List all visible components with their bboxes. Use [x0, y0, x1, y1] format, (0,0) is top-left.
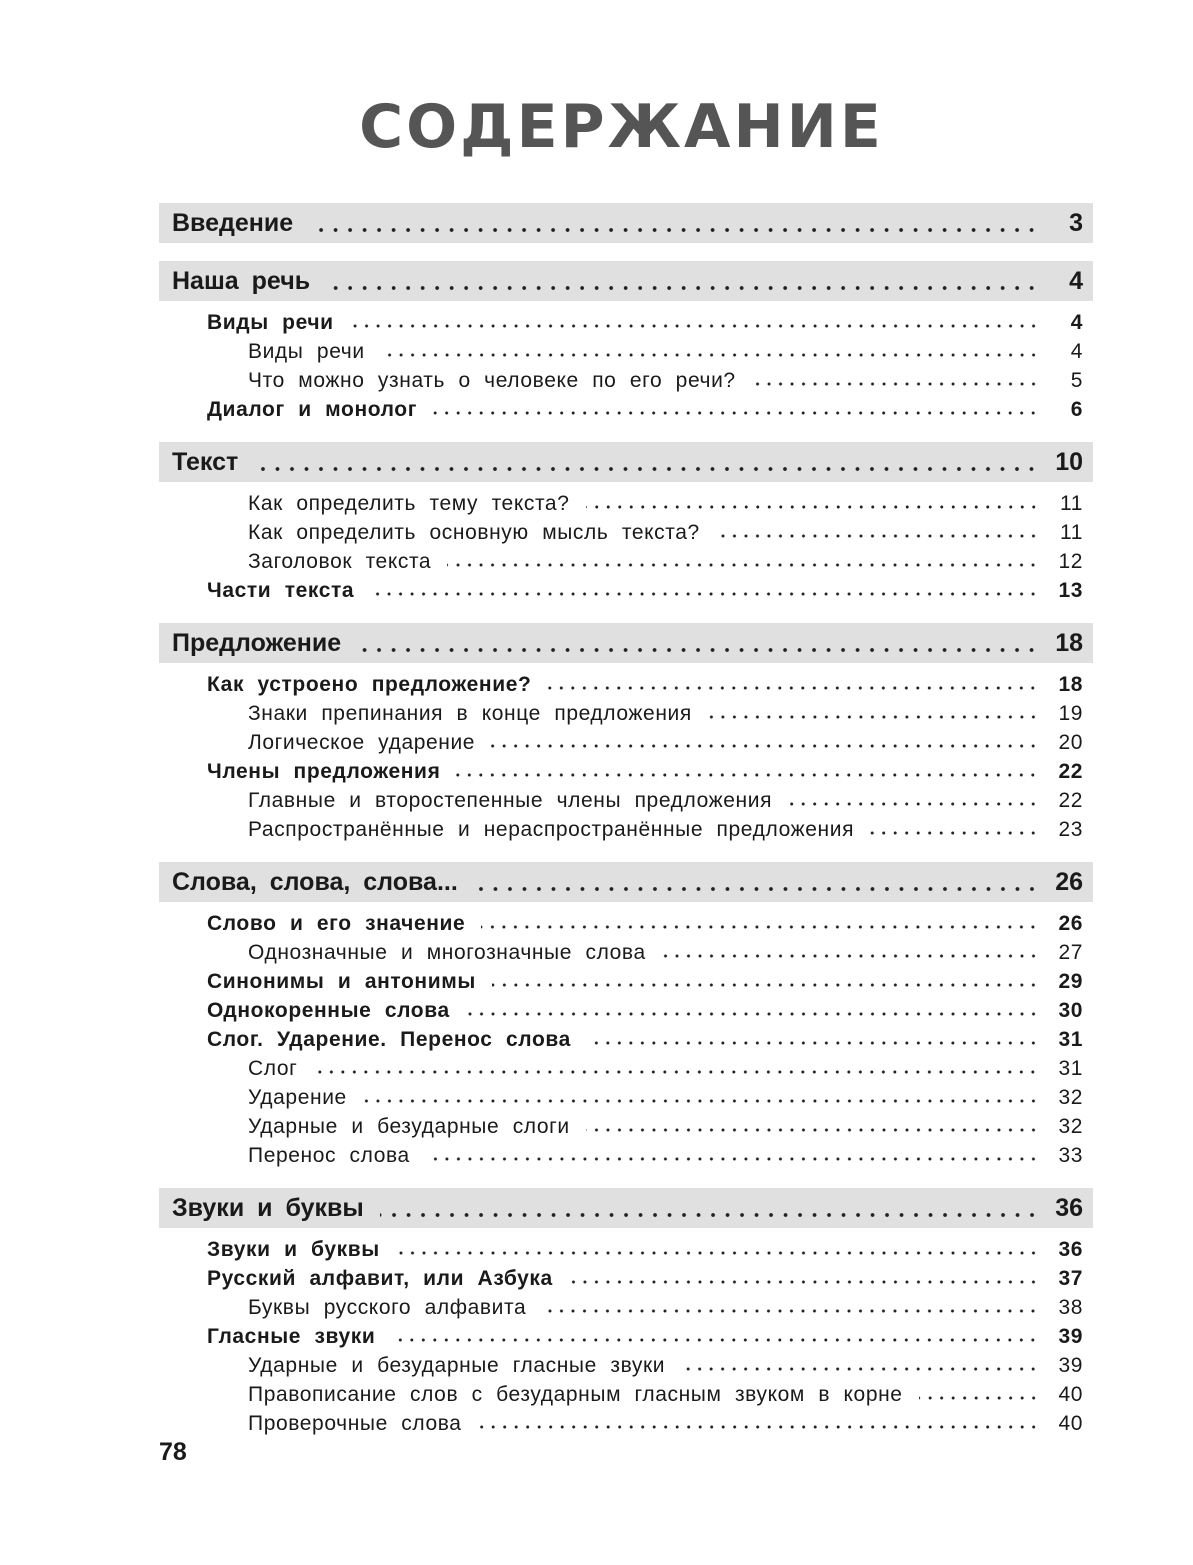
section-heading[interactable]	[159, 442, 1093, 482]
entry-page: 18	[1058, 672, 1083, 696]
dot-leader	[380, 1212, 1039, 1218]
dot-leader	[381, 352, 1039, 358]
dot-leader	[870, 830, 1039, 836]
entry-title: Распространённые и нераспространённые предложения	[248, 817, 855, 841]
toc-item[interactable]	[159, 815, 1093, 844]
entry-page: 13	[1058, 578, 1083, 602]
dot-leader	[542, 1308, 1039, 1314]
entry-page: 29	[1058, 969, 1083, 993]
toc-item[interactable]	[159, 1380, 1093, 1409]
dot-leader	[357, 647, 1039, 653]
dot-leader	[466, 1011, 1039, 1017]
toc-item[interactable]	[159, 518, 1093, 547]
dot-leader	[447, 562, 1039, 568]
entry-title: Звуки и буквы	[207, 1237, 380, 1261]
entry-title: Как устроено предложение?	[207, 672, 532, 696]
section-heading[interactable]	[159, 862, 1093, 902]
dot-leader	[919, 1395, 1039, 1401]
toc-item[interactable]	[159, 1112, 1093, 1141]
toc-subsection[interactable]	[159, 996, 1093, 1025]
dot-leader	[326, 285, 1039, 291]
entry-page: 40	[1058, 1382, 1083, 1406]
section-page: 10	[1055, 447, 1083, 476]
toc-subsection[interactable]	[159, 670, 1093, 699]
entry-title: Гласные звуки	[207, 1324, 376, 1348]
dot-leader	[716, 533, 1039, 539]
toc-item[interactable]	[159, 699, 1093, 728]
entry-title: Ударные и безударные гласные звуки	[248, 1353, 666, 1377]
dot-leader	[492, 982, 1039, 988]
dot-leader	[433, 410, 1039, 416]
section-heading[interactable]	[159, 623, 1093, 663]
toc-item[interactable]	[159, 728, 1093, 757]
entry-title: Логическое ударение	[248, 730, 476, 754]
entry-page: 20	[1058, 730, 1083, 754]
section-page: 4	[1069, 266, 1083, 295]
toc-subsection[interactable]	[159, 395, 1093, 424]
entry-title: Буквы русского алфавита	[248, 1295, 527, 1319]
dot-leader	[586, 1127, 1039, 1133]
toc-item[interactable]	[159, 1293, 1093, 1322]
dot-leader	[481, 924, 1039, 930]
entry-title: Виды речи	[207, 310, 334, 334]
section-heading[interactable]	[159, 203, 1093, 243]
entry-page: 32	[1058, 1085, 1083, 1109]
dot-leader	[491, 743, 1039, 749]
toc-subsection[interactable]	[159, 576, 1093, 605]
entry-page: 39	[1058, 1324, 1083, 1348]
entry-title: Что можно узнать о человеке по его речи?	[248, 368, 736, 392]
section-title: Звуки и буквы	[172, 1193, 364, 1222]
entry-title: Знаки препинания в конце предложения	[248, 701, 692, 725]
entry-page: 26	[1058, 911, 1083, 935]
entry-title: Как определить основную мысль текста?	[248, 520, 700, 544]
dot-leader	[370, 591, 1039, 597]
dot-leader	[788, 801, 1039, 807]
toc-section	[159, 203, 1093, 243]
entry-title: Однозначные и многозначные слова	[248, 940, 646, 964]
dot-leader	[478, 1424, 1039, 1430]
entry-page: 6	[1070, 397, 1083, 421]
toc-item[interactable]	[159, 786, 1093, 815]
page-number: 78	[159, 1438, 187, 1466]
toc-section	[159, 261, 1093, 424]
entry-title: Как определить тему текста?	[248, 491, 570, 515]
toc-subsection[interactable]	[159, 1264, 1093, 1293]
section-title: Введение	[172, 208, 294, 237]
dot-leader	[309, 227, 1039, 233]
toc-item[interactable]	[159, 337, 1093, 366]
dot-leader	[569, 1279, 1039, 1285]
section-page: 3	[1069, 208, 1083, 237]
entry-title: Слог	[248, 1056, 298, 1080]
section-heading[interactable]	[159, 1188, 1093, 1228]
entry-title: Ударение	[248, 1085, 347, 1109]
toc-item[interactable]	[159, 1409, 1093, 1438]
section-title: Текст	[172, 447, 239, 476]
dot-leader	[456, 772, 1039, 778]
entry-page: 11	[1060, 520, 1083, 544]
dot-leader	[586, 504, 1040, 510]
entry-page: 32	[1058, 1114, 1083, 1138]
entry-page: 23	[1058, 817, 1083, 841]
entry-page: 11	[1060, 491, 1083, 515]
toc-item[interactable]	[159, 489, 1093, 518]
dot-leader	[391, 1337, 1039, 1343]
dot-leader	[752, 381, 1039, 387]
entry-title: Синонимы и антонимы	[207, 969, 476, 993]
entry-page: 4	[1070, 339, 1083, 363]
section-page: 26	[1055, 867, 1083, 896]
dot-leader	[254, 466, 1039, 472]
entry-title: Правописание слов с безударным гласным звуком в корне	[248, 1382, 903, 1406]
entry-title: Ударные и безударные слоги	[248, 1114, 570, 1138]
dot-leader	[681, 1366, 1039, 1372]
section-heading[interactable]	[159, 261, 1093, 301]
section-title: Слова, слова, слова...	[172, 867, 458, 896]
dot-leader	[547, 685, 1039, 691]
dot-leader	[662, 953, 1039, 959]
entry-page: 31	[1058, 1056, 1083, 1080]
section-title: Предложение	[172, 628, 342, 657]
dot-leader	[474, 886, 1039, 892]
entry-page: 30	[1058, 998, 1083, 1022]
toc-subsection[interactable]	[159, 967, 1093, 996]
toc-item[interactable]	[159, 1141, 1093, 1170]
section-page: 18	[1055, 628, 1083, 657]
toc-section	[159, 862, 1093, 1170]
toc-item[interactable]	[159, 1351, 1093, 1380]
toc-section	[159, 442, 1093, 605]
entry-title: Слово и его значение	[207, 911, 466, 935]
dot-leader	[587, 1040, 1039, 1046]
entry-page: 12	[1058, 549, 1083, 573]
dot-leader	[350, 323, 1039, 329]
section-page: 36	[1055, 1193, 1083, 1222]
toc-item[interactable]	[159, 1054, 1093, 1083]
entry-page: 31	[1058, 1027, 1083, 1051]
entry-page: 4	[1070, 310, 1083, 334]
entry-title: Русский алфавит, или Азбука	[207, 1266, 553, 1290]
toc-subsection[interactable]	[159, 757, 1093, 786]
toc-item[interactable]	[159, 938, 1093, 967]
dot-leader	[363, 1098, 1039, 1104]
table-of-contents	[159, 203, 1093, 1450]
entry-page: 27	[1058, 940, 1083, 964]
entry-page: 5	[1070, 368, 1083, 392]
page-title: СОДЕРЖАНИЕ	[359, 92, 884, 162]
entry-page: 39	[1058, 1353, 1083, 1377]
toc-subsection[interactable]	[159, 1235, 1093, 1264]
entry-title: Перенос слова	[248, 1143, 410, 1167]
dot-leader	[426, 1156, 1039, 1162]
entry-page: 33	[1058, 1143, 1083, 1167]
toc-item[interactable]	[159, 547, 1093, 576]
entry-title: Главные и второстепенные члены предложения	[248, 788, 773, 812]
toc-item[interactable]	[159, 1083, 1093, 1112]
toc-item[interactable]	[159, 366, 1093, 395]
entry-page: 22	[1058, 759, 1083, 783]
entry-page: 36	[1058, 1237, 1083, 1261]
dot-leader	[396, 1250, 1039, 1256]
entry-title: Диалог и монолог	[207, 397, 418, 421]
entry-title: Однокоренные слова	[207, 998, 450, 1022]
entry-title: Части текста	[207, 578, 355, 602]
section-title: Наша речь	[172, 266, 311, 295]
toc-section	[159, 623, 1093, 844]
entry-page: 37	[1058, 1266, 1083, 1290]
entry-title: Проверочные слова	[248, 1411, 462, 1435]
dot-leader	[708, 714, 1039, 720]
entry-title: Члены предложения	[207, 759, 441, 783]
dot-leader	[313, 1069, 1039, 1075]
toc-subsection[interactable]	[159, 909, 1093, 938]
entry-title: Слог. Ударение. Перенос слова	[207, 1027, 571, 1051]
entry-title: Виды речи	[248, 339, 365, 363]
entry-page: 19	[1058, 701, 1083, 725]
toc-subsection[interactable]	[159, 308, 1093, 337]
entry-page: 22	[1058, 788, 1083, 812]
toc-section	[159, 1188, 1093, 1438]
entry-title: Заголовок текста	[248, 549, 432, 573]
entry-page: 40	[1058, 1411, 1083, 1435]
toc-subsection[interactable]	[159, 1025, 1093, 1054]
entry-page: 38	[1058, 1295, 1083, 1319]
toc-subsection[interactable]	[159, 1322, 1093, 1351]
